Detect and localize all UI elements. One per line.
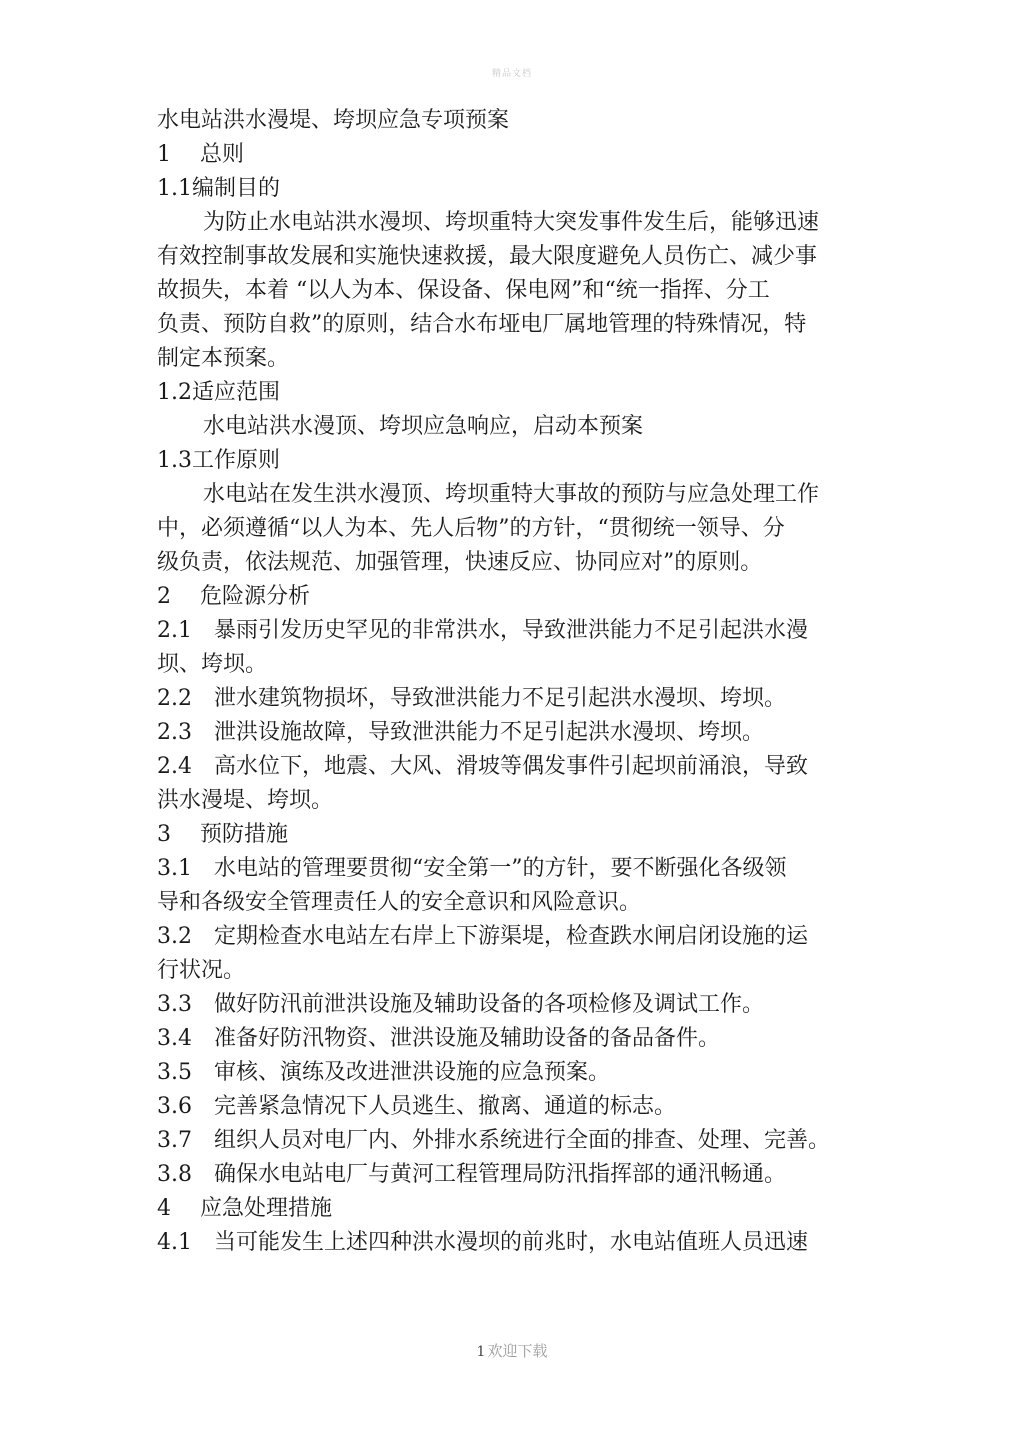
page-footer <box>0 1340 1024 1361</box>
document-body <box>157 104 887 1260</box>
text-line: 3.4 准备好防汛物资、泄洪设施及辅助设备的备品备件。 <box>157 1026 720 1051</box>
text-line: 3.5 审核、演练及改进泄洪设施的应急预案。 <box>157 1060 610 1085</box>
text-line: 水电站洪水漫堤、垮坝应急专项预案 <box>157 108 510 133</box>
text-line: 2.2 泄水建筑物损坏，导致泄洪能力不足引起洪水漫坝、垮坝。 <box>157 686 786 711</box>
text-line: 3.3 做好防汛前泄洪设施及辅助设备的各项检修及调试工作。 <box>157 992 764 1017</box>
text-line: 故损失，本着 “以人为本、保设备、保电网”和“统一指挥、分工 <box>157 278 770 303</box>
text-line: 1.3工作原则 <box>157 448 280 473</box>
page-number: 1 <box>476 1344 486 1360</box>
text-line: 3.6 完善紧急情况下人员逃生、撤离、通道的标志。 <box>157 1094 676 1119</box>
text-line: 水电站在发生洪水漫顶、垮坝重特大事故的预防与应急处理工作 <box>203 482 820 507</box>
text-line: 2.1 暴雨引发历史罕见的非常洪水，导致泄洪能力不足引起洪水漫 <box>157 618 808 643</box>
text-line: 导和各级安全管理责任人的安全意识和风险意识。 <box>157 890 642 915</box>
text-line: 制定本预案。 <box>157 346 290 371</box>
text-line: 中，必须遵循“以人为本、先人后物”的方针，“贯彻统一领导、分 <box>157 516 785 541</box>
text-line: 1 总则 <box>157 142 244 167</box>
text-line: 洪水漫堤、垮坝。 <box>157 788 334 813</box>
text-line: 为防止水电站洪水漫坝、垮坝重特大突发事件发生后，能够迅速 <box>203 210 820 235</box>
text-line: 4 应急处理措施 <box>157 1196 332 1221</box>
text-line: 负责、预防自救”的原则，结合水布垭电厂属地管理的特殊情况，特 <box>157 312 807 337</box>
text-line: 4.1 当可能发生上述四种洪水漫坝的前兆时，水电站值班人员迅速 <box>157 1230 808 1255</box>
text-line: 2.4 高水位下，地震、大风、滑坡等偶发事件引起坝前涌浪，导致 <box>157 754 808 779</box>
text-line: 2.3 泄洪设施故障，导致泄洪能力不足引起洪水漫坝、垮坝。 <box>157 720 764 745</box>
text-line: 1.2适应范围 <box>157 380 280 405</box>
text-line: 3.2 定期检查水电站左右岸上下游渠堤，检查跌水闸启闭设施的运 <box>157 924 808 949</box>
text-line: 坝、垮坝。 <box>157 652 268 677</box>
text-line: 3.1 水电站的管理要贯彻“安全第一”的方针，要不断强化各级领 <box>157 856 787 881</box>
text-line: 2 危险源分析 <box>157 584 310 609</box>
text-line: 3 预防措施 <box>157 822 288 847</box>
text-line: 行状况。 <box>157 958 246 983</box>
text-line: 级负责，依法规范、加强管理，快速反应、协同应对”的原则。 <box>157 550 763 575</box>
text-line: 1.1编制目的 <box>157 176 280 201</box>
text-line: 水电站洪水漫顶、垮坝应急响应，启动本预案 <box>203 414 644 439</box>
text-line: 3.7 组织人员对电厂内、外排水系统进行全面的排查、处理、完善。 <box>157 1128 830 1153</box>
text-line: 3.8 确保水电站电厂与黄河工程管理局防汛指挥部的通汛畅通。 <box>157 1162 786 1187</box>
header-watermark: 精品文档 <box>491 69 532 79</box>
text-line: 有效控制事故发展和实施快速救援，最大限度避免人员伤亡、减少事 <box>157 244 818 269</box>
footer-text: 欢迎下载 <box>487 1342 548 1360</box>
